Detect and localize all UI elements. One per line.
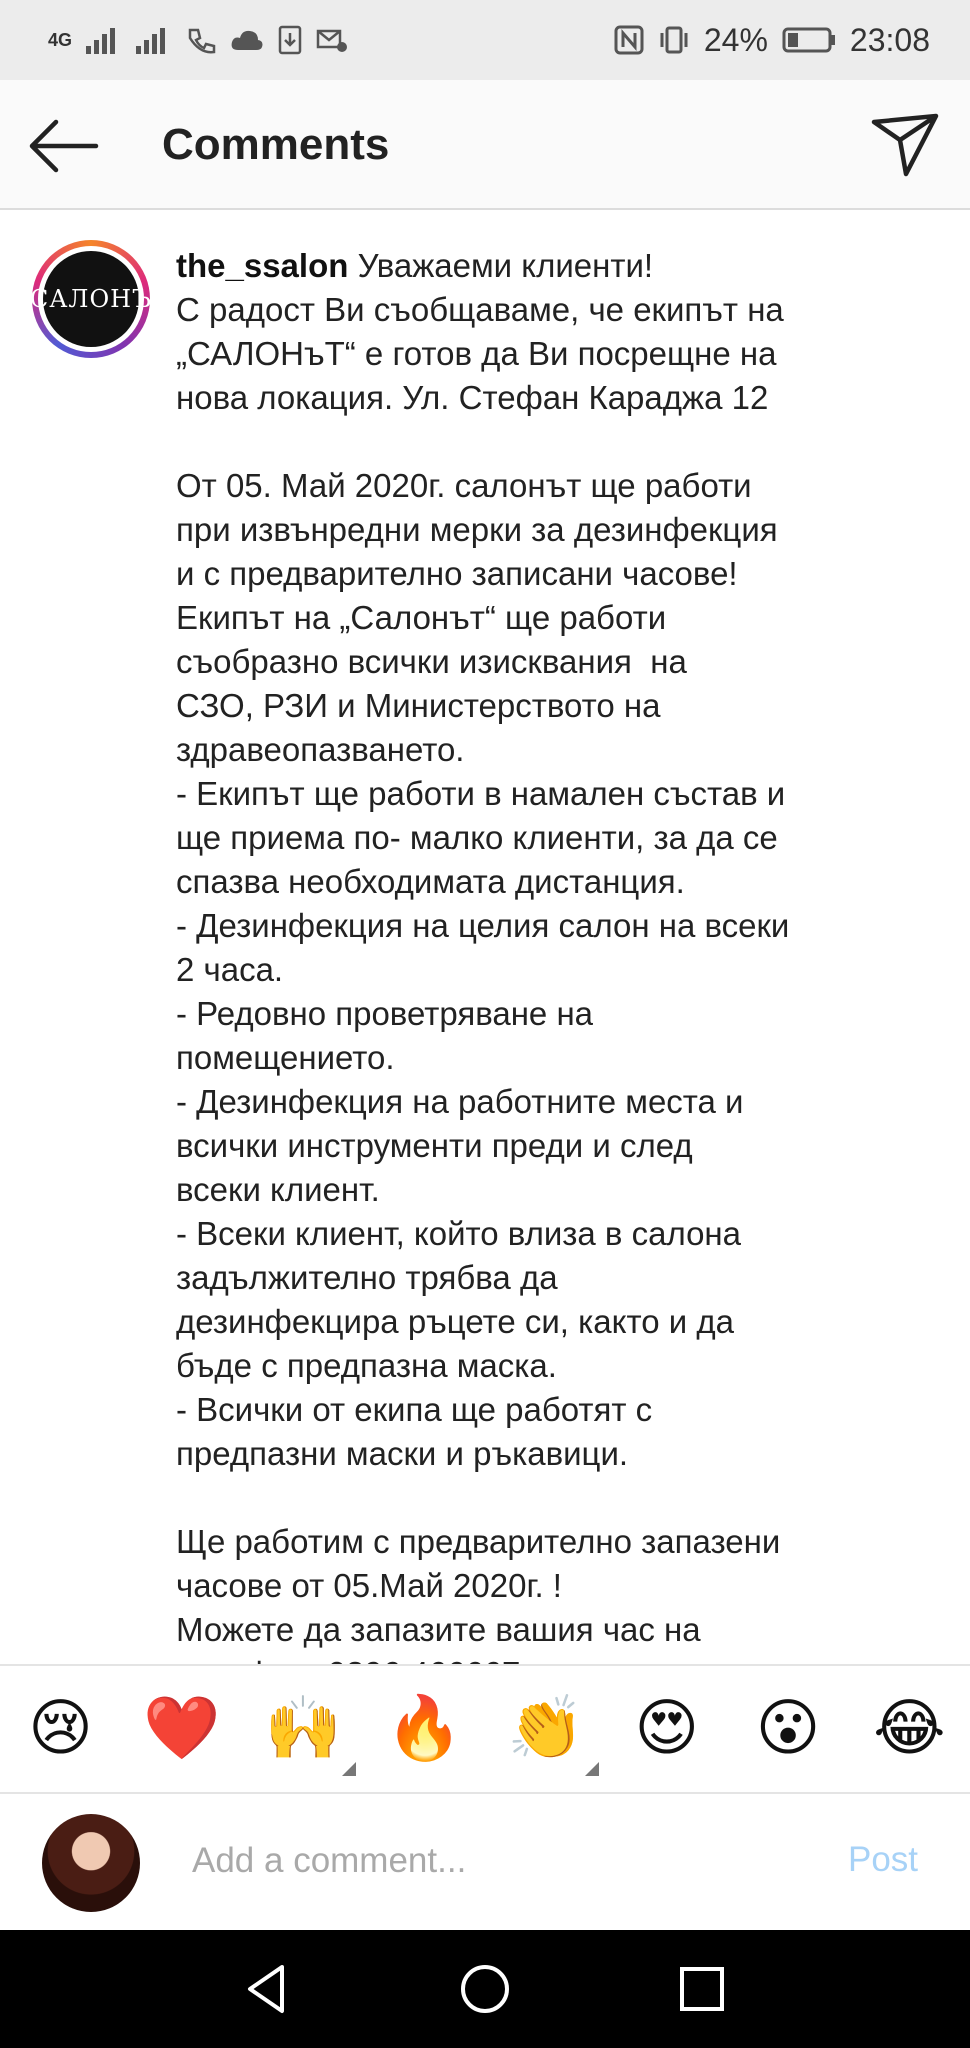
caption-text: Уважаеми клиенти! С радост Ви съобщаваме, че екипът на „САЛОНъТ“ е готов да Ви посрещне на нова локация. Ул. Стефан Караджа 12 От 05. Май 2020г. салонът ще работи при извънредни мерки за дезинфекция и с предварително записани часове! Екипът на „Салонът“ ще работи съобразно всички изисквания на СЗО, РЗИ и Министерството на здравеопазването. - Екипът ще работи в намален състав и ще приема по- малко клиенти, за да се спазва необходимата дистанция. - Дезинфекция на целия салон на всеки 2 часа. - Редовно проветряване на помещението. - Дезинфекция на работните места и всички инструменти преди и след всеки клиент. - Всеки клиент, който влиза в салона задължително трябва да дезинфекцира ръцете си, както и да бъде с предпазна маска. - Всички от екипа ще работят с предпазни маски и ръкавици. Ще работим с предварително запазени часове от 05.Май 2020г. ! Можете да запазите вашия час на (176, 247, 790, 1648)
fire-icon[interactable]: 🔥 (385, 1694, 463, 1763)
clock: 23:08 (849, 21, 930, 58)
signal-strength-icon (86, 26, 122, 54)
skin-tone-indicator-icon (342, 1762, 356, 1776)
poster-username[interactable]: the_ssalon (176, 247, 349, 284)
post-caption-area (0, 212, 970, 1664)
page-title: Comments (162, 120, 390, 169)
vibrate-icon (658, 25, 690, 55)
comment-input[interactable] (190, 1828, 814, 1894)
post-caption (176, 244, 916, 1696)
raising-hands-icon[interactable]: 🙌 (258, 1698, 348, 1760)
status-bar (0, 0, 970, 80)
system-navigation-bar (0, 1930, 970, 2048)
user-avatar (42, 1814, 140, 1912)
battery-icon (782, 27, 836, 53)
surprised-face-icon[interactable]: 😮 (755, 1694, 821, 1763)
red-heart-icon[interactable]: ❤️ (143, 1694, 221, 1763)
nfc-icon (614, 25, 644, 55)
direct-share-icon[interactable] (870, 110, 942, 182)
network-type: 4G (48, 29, 73, 50)
avatar-border (29, 246, 153, 352)
salon-logo: САЛОНЪ (43, 251, 139, 347)
signal-strength-icon (136, 26, 172, 54)
post-comment-button[interactable]: Post (848, 1840, 919, 1879)
battery-percentage: 24% (703, 21, 768, 58)
header (0, 80, 970, 210)
back-arrow-icon[interactable] (28, 116, 100, 176)
wifi-call-icon (186, 26, 216, 54)
status-left-icons (48, 25, 348, 55)
poster-avatar[interactable] (29, 240, 153, 358)
quick-reactions-bar (0, 1664, 970, 1794)
download-icon (278, 25, 302, 55)
mail-settings-icon (316, 27, 348, 53)
status-right-icons (614, 22, 930, 59)
tears-of-joy-icon[interactable]: 😂 (873, 1694, 946, 1763)
clapping-hands-icon[interactable]: 👏 (501, 1698, 591, 1760)
nav-home-icon[interactable] (455, 1959, 515, 2019)
heart-eyes-icon[interactable]: 😍 (634, 1694, 700, 1763)
skin-tone-indicator-icon (585, 1762, 599, 1776)
comment-composer (0, 1794, 970, 1930)
cloud-icon (230, 28, 264, 52)
nav-recents-icon[interactable] (672, 1959, 732, 2019)
crying-face-icon[interactable]: 😢 (28, 1694, 93, 1763)
nav-back-icon[interactable] (238, 1959, 298, 2019)
